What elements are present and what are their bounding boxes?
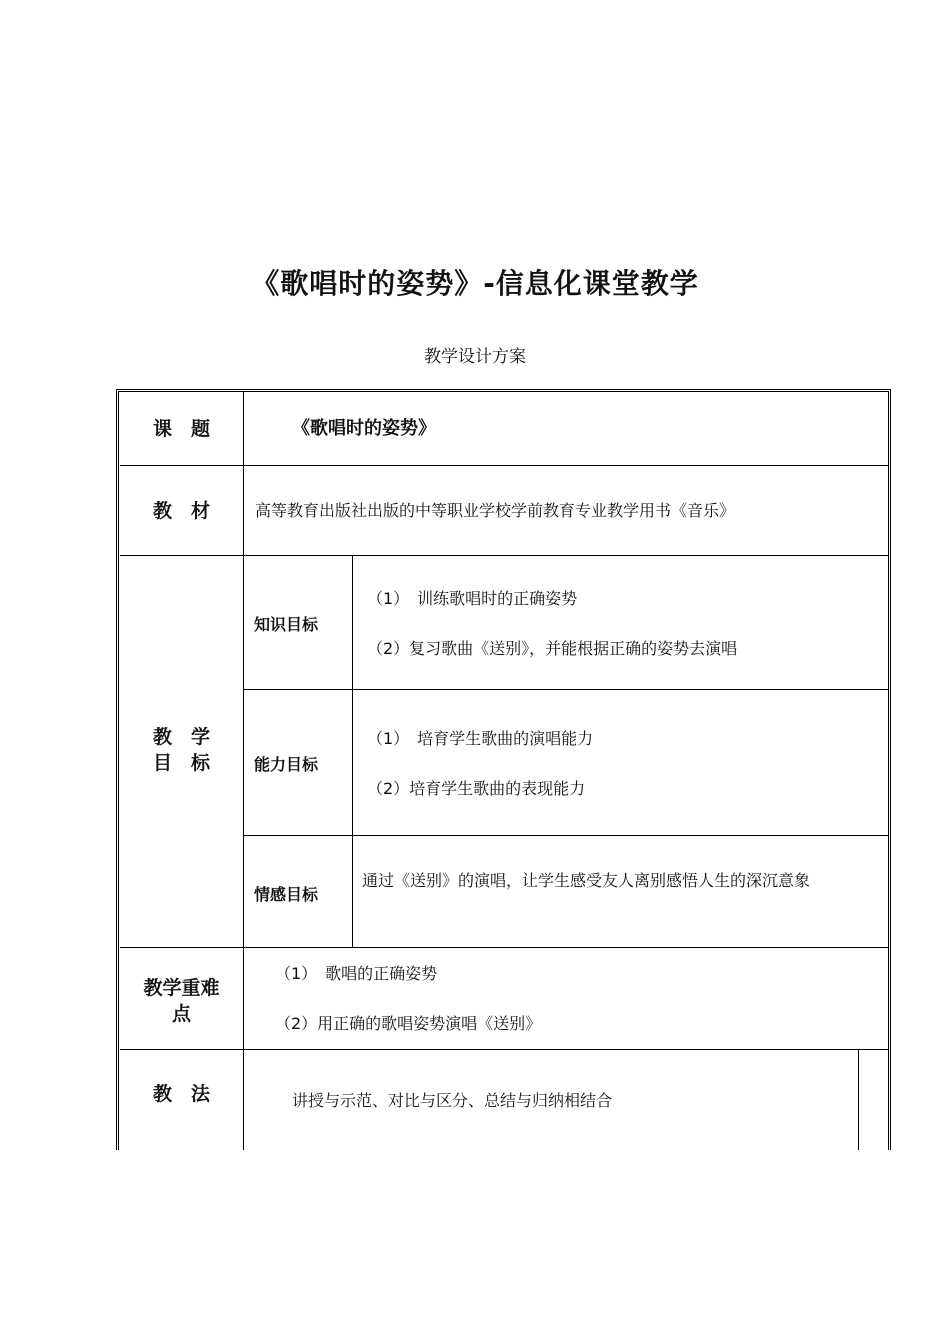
row-divider (120, 555, 888, 556)
key-point-item: （1） 歌唱的正确姿势 (275, 964, 438, 983)
knowledge-goal-item: （2）复习歌曲《送别》，并能根据正确的姿势去演唱 (367, 639, 738, 658)
material-value: 高等教育出版社出版的中等职业学校学前教育专业教学用书《音乐》 (255, 501, 736, 520)
row-divider (243, 835, 888, 836)
document-subtitle: 教学设计方案 (424, 347, 526, 367)
row-divider (120, 947, 888, 948)
column-divider (352, 555, 353, 947)
method-value: 讲授与示范、对比与区分、总结与归纳相结合 (292, 1091, 613, 1110)
row-divider (120, 465, 888, 466)
goals-label-line1: 教 学 (152, 726, 210, 748)
key-point-item: （2）用正确的歌唱姿势演唱《送别》 (275, 1014, 542, 1033)
topic-label: 课 题 (152, 418, 210, 440)
key-points-label-line1: 教学重难 (143, 977, 220, 999)
goals-label (120, 724, 243, 776)
ability-goal-label: 能力目标 (254, 755, 319, 774)
knowledge-goal-label: 知识目标 (254, 615, 319, 634)
column-divider (858, 1049, 859, 1150)
ability-goal-item: （1） 培育学生歌曲的演唱能力 (367, 729, 594, 748)
row-divider (243, 689, 888, 690)
key-points-label (120, 975, 243, 1027)
key-points-label-line2: 点 (171, 1003, 191, 1025)
method-label: 教 法 (152, 1083, 210, 1105)
topic-value: 《歌唱时的姿势》 (292, 418, 436, 439)
emotion-goal-text: 通过《送别》的演唱，让学生感受友人离别感悟人生的深沉意象 (362, 871, 811, 890)
document-title: 《歌唱时的姿势》-信息化课堂教学 (251, 267, 699, 300)
emotion-goal-label: 情感目标 (254, 885, 319, 904)
ability-goal-item: （2）培育学生歌曲的表现能力 (367, 779, 586, 798)
goals-label-line2: 目 标 (152, 752, 210, 774)
row-divider (120, 1049, 888, 1050)
knowledge-goal-item: （1） 训练歌唱时的正确姿势 (367, 589, 578, 608)
material-label: 教 材 (152, 500, 210, 522)
column-divider (243, 392, 244, 1150)
